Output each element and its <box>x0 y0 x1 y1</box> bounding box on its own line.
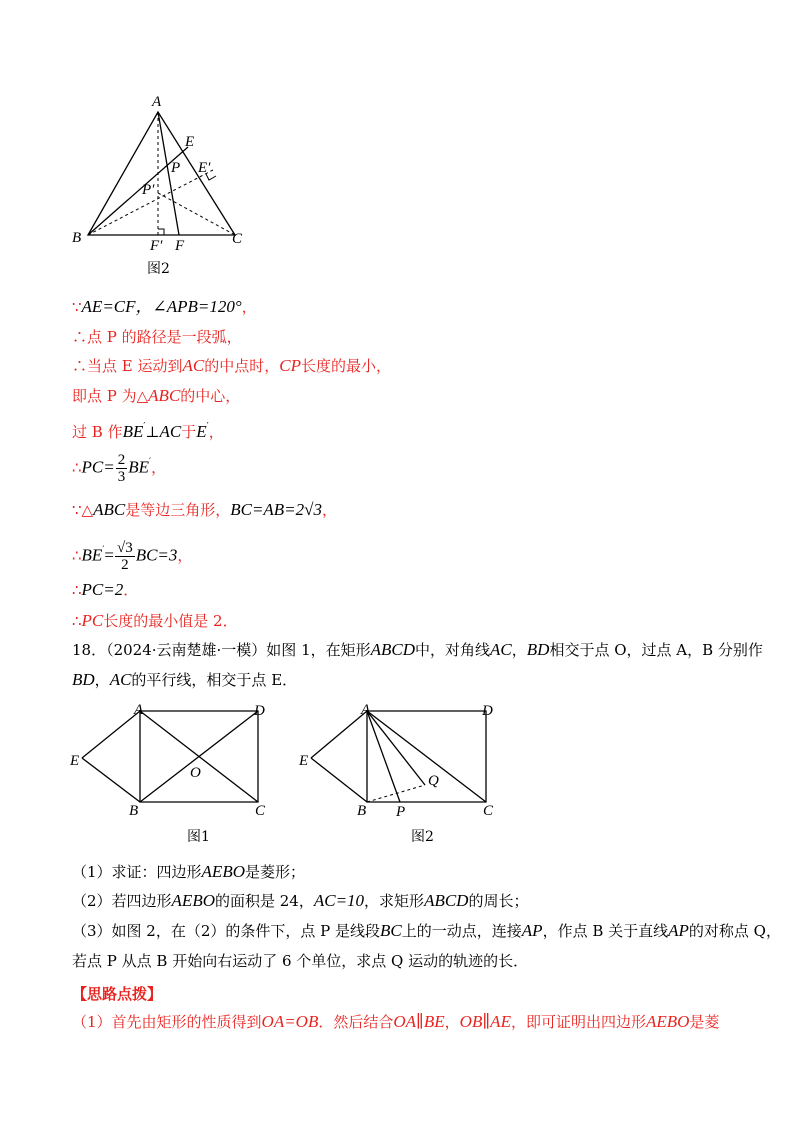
solution-line-1: ∵AE=CF，∠APB=120°， <box>72 297 257 316</box>
label-E: E <box>185 134 195 150</box>
hint-title: 【思路点拨】 <box>72 985 163 1003</box>
label-C: C <box>232 231 243 247</box>
solution-line-2: ∴点 P 的路径是一段弧， <box>72 328 242 346</box>
fig2-label-D: D <box>482 703 493 719</box>
figure-top-caption: 图2 <box>147 261 170 277</box>
solution-line-3: ∴当点 E 运动到AC的中点时，CP长度的最小， <box>72 356 391 375</box>
solution-line-7: ∵△ABC是等边三角形，BC=AB=2√3， <box>72 500 337 519</box>
fig1-caption: 图1 <box>187 829 210 845</box>
label-A: A <box>152 94 162 110</box>
triangle-figure <box>60 90 280 265</box>
fig1-label-A: A <box>134 702 144 718</box>
fig2-label-E: E <box>299 753 309 769</box>
fig2-label-P: P <box>396 804 406 820</box>
solution-line-10: ∴PC长度的最小值是 2． <box>72 611 238 630</box>
fig1-label-O: O <box>190 765 201 781</box>
fig2-label-Q: Q <box>428 773 439 789</box>
fig1-label-D: D <box>254 703 265 719</box>
fig2-label-C: C <box>483 803 494 819</box>
solution-line-9: ∴PC=2． <box>72 580 139 599</box>
rectangle-figure-2 <box>298 700 503 825</box>
fig2-caption: 图2 <box>411 829 434 845</box>
question-3-cont: 若点 P 从点 B 开始向右运动了 6 个单位，求点 Q 运动的轨迹的长． <box>72 952 529 970</box>
label-B: B <box>72 230 82 246</box>
problem-line-1: 18．（2024·云南楚雄·一模）如图 1，在矩形ABCD中，对角线AC，BD相交于点 O，过点 A，B 分别作 <box>72 640 763 659</box>
rectangle-figure-1 <box>68 700 283 825</box>
solution-line-5: 过 B 作BE′⊥AC于E′， <box>72 422 224 441</box>
label-P-prime: P′ <box>142 182 155 198</box>
label-F: F <box>175 238 185 254</box>
fig1-label-C: C <box>255 803 266 819</box>
solution-line-6: ∴PC= $\frac{2}{3}$ BE′， <box>72 452 167 485</box>
problem-line-2: BD，AC的平行线，相交于点 E． <box>72 670 298 689</box>
fig2-label-B: B <box>357 803 367 819</box>
solution-line-8: ∴BE′= $\frac{√3}{2}$ BC=3， <box>72 540 193 573</box>
label-F-prime: F′ <box>150 238 163 254</box>
hint-line-1: （1）首先由矩形的性质得到OA=OB．然后结合OA∥BE，OB∥AE，即可证明出四边形AEBO是菱 <box>72 1012 720 1031</box>
label-E-prime: E′ <box>198 160 211 176</box>
solution-line-4: 即点 P 为△ABC的中心， <box>72 386 241 405</box>
label-P: P <box>171 160 181 176</box>
fig2-label-A: A <box>361 702 371 718</box>
question-3: （3）如图 2，在（2）的条件下，点 P 是线段BC上的一动点，连接AP，作点 B 关于直线AP的对称点 Q， <box>72 921 781 940</box>
fig1-label-E: E <box>70 753 80 769</box>
question-1: （1）求证：四边形AEBO是菱形； <box>72 862 305 881</box>
question-2: （2）若四边形AEBO的面积是 24，AC=10，求矩形ABCD的周长； <box>72 891 529 910</box>
fig1-label-B: B <box>129 803 139 819</box>
